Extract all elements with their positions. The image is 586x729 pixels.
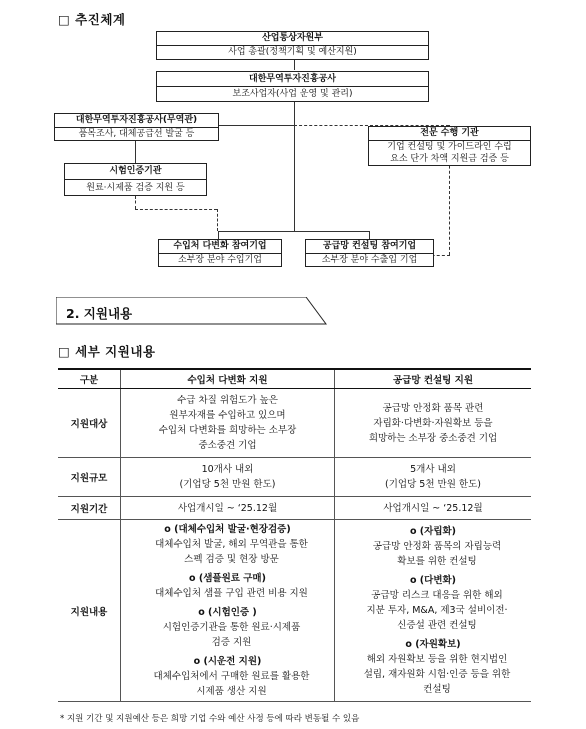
row-label: 지원규모 [58,458,121,497]
table-row [58,497,531,520]
detail-line: 대체수입처 샘플 구입 관련 비용 지원 [155,588,308,599]
detail-line: 대체수입처 발굴, 해외 무역관을 통한 [155,539,308,550]
table-row [58,458,531,497]
table-header: 구분 [58,369,121,389]
org-subtitle: 사업 총괄(정책기획 및 예산지원) [228,47,357,57]
detail-line: 검증 지원 [211,637,252,648]
org-title: 대한무역투자진흥공사 [157,72,428,87]
detail-item-title: o (시험인증 ) [198,607,257,618]
org-title: 전문 수행 기관 [369,127,530,141]
section-heading-detail [58,342,155,360]
table-cell-detail [121,520,335,702]
org-box-kotra-branch [54,113,219,141]
connector-line [369,231,370,239]
detail-item-title: o (다변화) [409,575,457,586]
row-label: 지원대상 [58,389,121,458]
detail-item-body [125,620,330,650]
connector-dash [217,209,218,231]
detail-line: 컨설팅 [423,684,451,695]
connector-dash [135,209,217,210]
org-subtitle: 요소 단가 차액 지원금 검증 등 [390,154,509,164]
support-table [58,368,531,702]
table-cell [121,458,335,497]
table-header-row [58,369,531,389]
detail-item-title: o (자립화) [409,526,457,537]
detail-item-title: o (대체수입처 발굴·현장검증) [164,524,291,535]
detail-item-body [125,537,330,567]
org-subtitle: 보조사업자(사업 운영 및 관리) [232,89,353,99]
detail-item-body [339,539,527,569]
org-subtitle: 원료·시제품 검증 지원 등 [86,183,185,193]
cell-line: (기업당 5천 만원 한도) [385,479,481,490]
org-title: 공급망 컨설팅 참여기업 [306,240,433,254]
org-box-import-company [158,239,282,267]
connector-line [218,231,370,232]
detail-item-title: o (샘플원료 구매) [189,573,266,584]
cell-line: 중소중견 기업 [198,440,257,451]
table-header: 수입처 다변화 지원 [121,369,335,389]
org-box-supply-company [305,239,434,267]
detail-item-body [125,669,330,699]
org-box-test [64,163,207,196]
org-title: 산업통상자원부 [157,32,428,46]
row-label: 지원기간 [58,497,121,520]
detail-line: 시제품 생산 지원 [196,686,267,697]
detail-line: 지분 투자, M&A, 제3국 설비이전· [366,605,508,616]
section-banner-title: 2. 지원내용 [66,306,133,321]
table-cell-detail [335,520,532,702]
connector-line [218,231,219,239]
cell-line: (기업당 5천 만원 한도) [179,479,276,490]
section-title: 추진체계 [75,12,126,27]
cell-line: 원부자재를 수입하고 있으며 [169,410,286,421]
detail-line: 공급망 안정화 품목의 자립능력 [372,541,502,552]
cell-line: 자립화·다변화·자원확보 등을 [373,417,493,429]
detail-item-body [125,586,330,601]
detail-item-body [339,652,527,697]
table-cell [335,389,532,458]
detail-item-body [339,588,527,633]
connector-dash [135,195,136,209]
org-box-kotra [156,71,429,102]
org-subtitle: 소부장 분야 수출입 기업 [321,255,418,265]
org-subtitle: 품목조사, 대체공급선 발굴 등 [78,129,195,139]
org-box-ministry [156,31,429,60]
detail-line: 대체수입처에서 구매한 원료를 활용한 [153,671,310,682]
section-banner [56,297,456,325]
detail-line: 신증설 관련 컨설팅 [397,620,477,631]
detail-item-title: o (시운전 지원) [193,656,262,667]
detail-line: 확보를 위한 컨설팅 [397,556,477,567]
table-header: 공급망 컨설팅 지원 [335,369,532,389]
section-title: 세부 지원내용 [75,344,156,359]
cell-line: 10개사 내외 [201,464,254,475]
org-box-expert [368,126,531,166]
org-title: 수입처 다변화 참여기업 [159,240,281,254]
cell-line: 5개사 내외 [410,464,456,475]
checkbox-icon: □ [58,344,71,359]
detail-line: 공급망 리스크 대응을 위한 해외 [371,590,503,601]
connector-line [135,140,136,163]
footnote: * 지원 기간 및 지원예산 등은 희망 기업 수와 예산 사정 등에 따라 변동될 수 있음 [60,714,360,724]
table-row [58,520,531,702]
cell-line: 수급 차질 위험도가 높은 [177,395,278,406]
detail-line: 설립, 재자원화 시험·인증 등을 위한 [363,669,511,680]
table-cell: 사업개시일 ~ ‘25.12월 [335,497,532,520]
table-cell [335,458,532,497]
table-cell [121,389,335,458]
org-subtitle: 기업 컨설팅 및 가이드라인 수립 [387,142,512,152]
detail-line: 스펙 검증 및 현장 방문 [184,554,279,565]
section-heading-structure [58,10,125,28]
detail-line: 해외 자원확보 등을 위한 현지법인 [366,654,508,665]
cell-line: 공급망 안정화 품목 관련 [382,402,484,414]
table-cell: 사업개시일 ~ ‘25.12월 [121,497,335,520]
org-title: 시험인증기관 [65,164,206,180]
detail-line: 시험인증기관을 통한 원료·시제품 [162,622,301,633]
detail-item-title: o (자원확보) [405,639,461,650]
cell-line: 수입처 다변화를 희망하는 소부장 [158,425,297,436]
cell-line: 희망하는 소부장 중소중견 기업 [368,432,498,444]
org-subtitle: 소부장 분야 수입기업 [178,255,262,265]
org-title: 대한무역투자진흥공사(무역관) [55,114,218,128]
table-row [58,389,531,458]
connector-line [294,101,295,231]
row-label: 지원내용 [58,520,121,702]
checkbox-icon: □ [58,12,71,27]
